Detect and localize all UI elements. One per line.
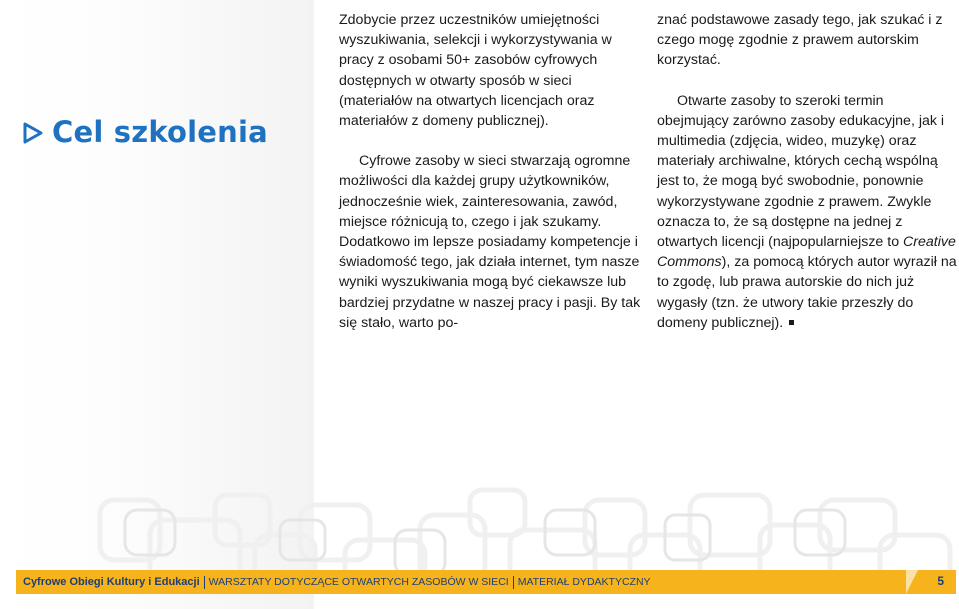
footer-separator: [204, 576, 205, 589]
paragraph-continuation: znać podstawowe zasady tego, jak szukać i z czego mogę zgodnie z prawem autorskim korzystać.: [657, 12, 943, 69]
footer-workshop: WARSZTATY DOTYCZĄCE OTWARTYCH ZASOBÓW W SIECI: [208, 576, 509, 588]
footer-organization: Cyfrowe Obiegi Kultury i Edukacji: [23, 576, 200, 588]
page-number: 5: [937, 574, 944, 588]
footer-separator: [513, 576, 514, 589]
section-heading: [22, 115, 268, 149]
footer-material: MATERIAŁ DYDAKTYCZNY: [517, 576, 651, 588]
triangle-right-icon: [22, 121, 44, 145]
paragraph-goal: Zdobycie przez uczestników umiejętności wyszukiwania, selekcji i wykorzystywania w pracy z osobami 50+ zasobów cyfrowych dostępnych w otwarty sposób w sieci (materiałów na otwartych licencjach oraz materiałów z domeny publicznej).: [339, 12, 612, 130]
footer-bar: [16, 570, 956, 594]
paragraph-digital-resources: Cyfrowe zasoby w sieci stwarzają ogromne możliwości dla każdej grupy użytkowników, jednocześnie wiek, zainteresowania, zawód, miejsce różnicują to, czego i jak szukamy. Dodatkowo im lepsze posiadamy kompetencje i świadomość tego, jak działa internet, tym nasze wyniki wyszukiwania mogą być ciekawsze lub bardziej przydatne w naszej pracy i pasji. By tak się stało, warto po-: [339, 153, 641, 331]
paragraph-open-resources: Otwarte zasoby to szeroki termin obejmujący zarówno zasoby edukacyjne, jak i multimedia (zdjęcia, wideo, muzykę) oraz materiały archiwalne, których cechą wspólną jest to, że mogą być swobodnie, ponownie wykorzystywane zgodnie z prawem. Zwykle oznacza to, że są dostępne na jednej z otwartych licencji (najpopularniejsze to Creative Commons), za pomocą których autor wyraził na to zgodę, lub prawa autorskie do nich już wygasły (tzn. że utwory takie przeszły do domeny publicznej).: [657, 92, 957, 331]
footer-page-tab-shape: [906, 570, 918, 594]
section-title: Cel szkolenia: [52, 115, 268, 149]
text-column-1: [339, 10, 641, 333]
end-of-article-square-icon: [789, 320, 794, 325]
decorative-rounded-frames: [0, 480, 959, 575]
creative-commons-term: Creative Commons: [657, 234, 956, 271]
text-column-2: [657, 10, 957, 333]
